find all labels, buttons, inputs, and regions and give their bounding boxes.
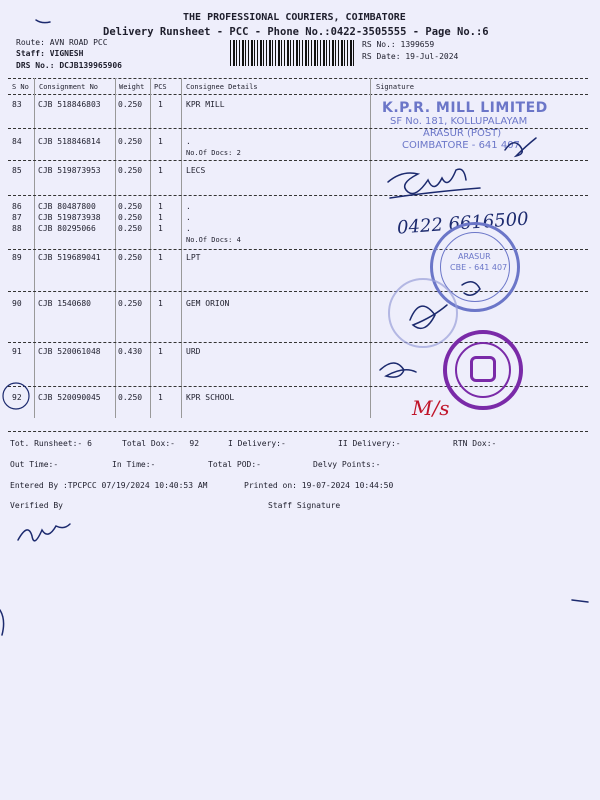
in-time: In Time:-	[112, 460, 156, 469]
row-consignee: LECS	[186, 166, 206, 175]
margin-mark	[36, 20, 50, 23]
row-pcs: 1	[158, 393, 163, 402]
verified-by: Verified By	[10, 501, 63, 510]
row-sno: 84	[12, 137, 22, 146]
row-sno: 87	[12, 213, 22, 222]
row-consignment: CJB 519873953	[38, 166, 101, 175]
row-pcs: 1	[158, 166, 163, 175]
seal-code: CBE - 641 407	[450, 263, 508, 272]
delivery-points: Delvy Points:-	[313, 460, 381, 469]
margin-mark	[572, 600, 588, 602]
row-pcs: 1	[158, 224, 163, 233]
row-pcs: 1	[158, 100, 163, 109]
row-weight: 0.250	[118, 393, 143, 402]
col-signature: Signature	[376, 83, 414, 91]
drs-number: DRS No.: DCJB139965906	[16, 61, 122, 70]
row-consignee: .	[186, 137, 191, 146]
col-consignee: Consignee Details	[186, 83, 258, 91]
seal-city: ARASUR	[458, 252, 491, 261]
row-weight: 0.250	[118, 202, 143, 211]
total-pod: Total POD:-	[208, 460, 261, 469]
row-docs-note: No.Of Docs: 2	[186, 149, 241, 157]
company-title: THE PROFESSIONAL COURIERS, COIMBATORE	[183, 12, 406, 23]
row-consignment: CJB 518846803	[38, 100, 101, 109]
row-consignment: CJB 518846814	[38, 137, 101, 146]
row-consignment: CJB 1540680	[38, 299, 91, 308]
signature-kpr-mill	[505, 138, 536, 156]
row-consignee: GEM ORION	[186, 299, 230, 308]
row-consignment: CJB 520090045	[38, 393, 101, 402]
row-consignment: CJB 519873938	[38, 213, 101, 222]
row-weight: 0.250	[118, 137, 143, 146]
printed-on: Printed on: 19-07-2024 10:44:50	[244, 481, 394, 490]
col-pcs: PCS	[154, 83, 167, 91]
row-consignee: .	[186, 224, 191, 233]
col-consignment: Consignment No	[39, 83, 99, 91]
row-sno: 89	[12, 253, 22, 262]
route-label: Route: AVN ROAD PCC	[16, 38, 108, 47]
kpr-stamp-address: SF No. 181, KOLLUPALAYAM	[390, 116, 528, 127]
row-pcs: 1	[158, 299, 163, 308]
row-consignee: KPR MILL	[186, 100, 225, 109]
row-sno: 88	[12, 224, 22, 233]
row-pcs: 1	[158, 213, 163, 222]
row-consignment: CJB 519689041	[38, 253, 101, 262]
signature-gem	[410, 305, 447, 328]
row-consignee: URD	[186, 347, 201, 356]
out-time: Out Time:-	[10, 460, 59, 469]
signature-lecs-underline	[390, 188, 480, 198]
row-sno: 83	[12, 100, 22, 109]
rtn-dox: RTN Dox:-	[453, 439, 497, 448]
row-sno: 85	[12, 166, 22, 175]
row-weight: 0.430	[118, 347, 143, 356]
total-dox: Total Dox:- 92	[122, 439, 200, 448]
kpr-stamp-post: ARASUR (POST)	[423, 128, 502, 139]
staff-label: Staff: VIGNESH	[16, 49, 84, 58]
kpr-stamp-city: COIMBATORE - 641 407	[402, 140, 520, 151]
row-docs-note: No.Of Docs: 4	[186, 236, 241, 244]
row-sno: 90	[12, 299, 22, 308]
col-sno: S No	[12, 83, 29, 91]
row-consignee: LPT	[186, 253, 201, 262]
row-weight: 0.250	[118, 224, 143, 233]
row-sno: 86	[12, 202, 22, 211]
row-consignee: KPR SCHOOL	[186, 393, 235, 402]
row-consignee: .	[186, 202, 191, 211]
margin-mark	[0, 610, 4, 635]
signature-verified	[18, 524, 70, 541]
row-weight: 0.250	[118, 299, 143, 308]
staff-signature: Staff Signature	[268, 501, 341, 510]
row-sno: 91	[12, 347, 22, 356]
row-weight: 0.250	[118, 100, 143, 109]
handwritten-ms: M/s	[412, 396, 450, 420]
row-pcs: 1	[158, 347, 163, 356]
first-delivery: I Delivery:-	[228, 439, 286, 448]
signature-urd	[380, 363, 416, 377]
row-consignment: CJB 520061048	[38, 347, 101, 356]
runsheet-title: Delivery Runsheet - PCC - Phone No.:0422-3505555 - Page No.:6	[103, 26, 489, 38]
row-pcs: 1	[158, 202, 163, 211]
entered-by: Entered By :TPCPCC 07/19/2024 10:40:53 AM	[10, 481, 208, 490]
row-pcs: 1	[158, 253, 163, 262]
col-weight: Weight	[119, 83, 145, 91]
kpr-stamp-name: K.P.R. MILL LIMITED	[382, 100, 548, 116]
row-pcs: 1	[158, 137, 163, 146]
rs-number: RS No.: 1399659	[362, 40, 435, 49]
row-weight: 0.250	[118, 213, 143, 222]
row-sno: 92	[12, 393, 22, 402]
second-delivery: II Delivery:-	[338, 439, 401, 448]
total-runsheet: Tot. Runsheet:- 6	[10, 439, 92, 448]
row-weight: 0.250	[118, 253, 143, 262]
rs-date: RS Date: 19-Jul-2024	[362, 52, 459, 61]
row-weight: 0.250	[118, 166, 143, 175]
row-consignee: .	[186, 213, 191, 222]
signature-lpt	[462, 282, 480, 295]
row-consignment: CJB 80295066	[38, 224, 96, 233]
handwritten-phone: 0422 6616500	[396, 208, 530, 239]
row-92-circle-mark	[3, 383, 29, 409]
row-consignment: CJB 80487800	[38, 202, 96, 211]
